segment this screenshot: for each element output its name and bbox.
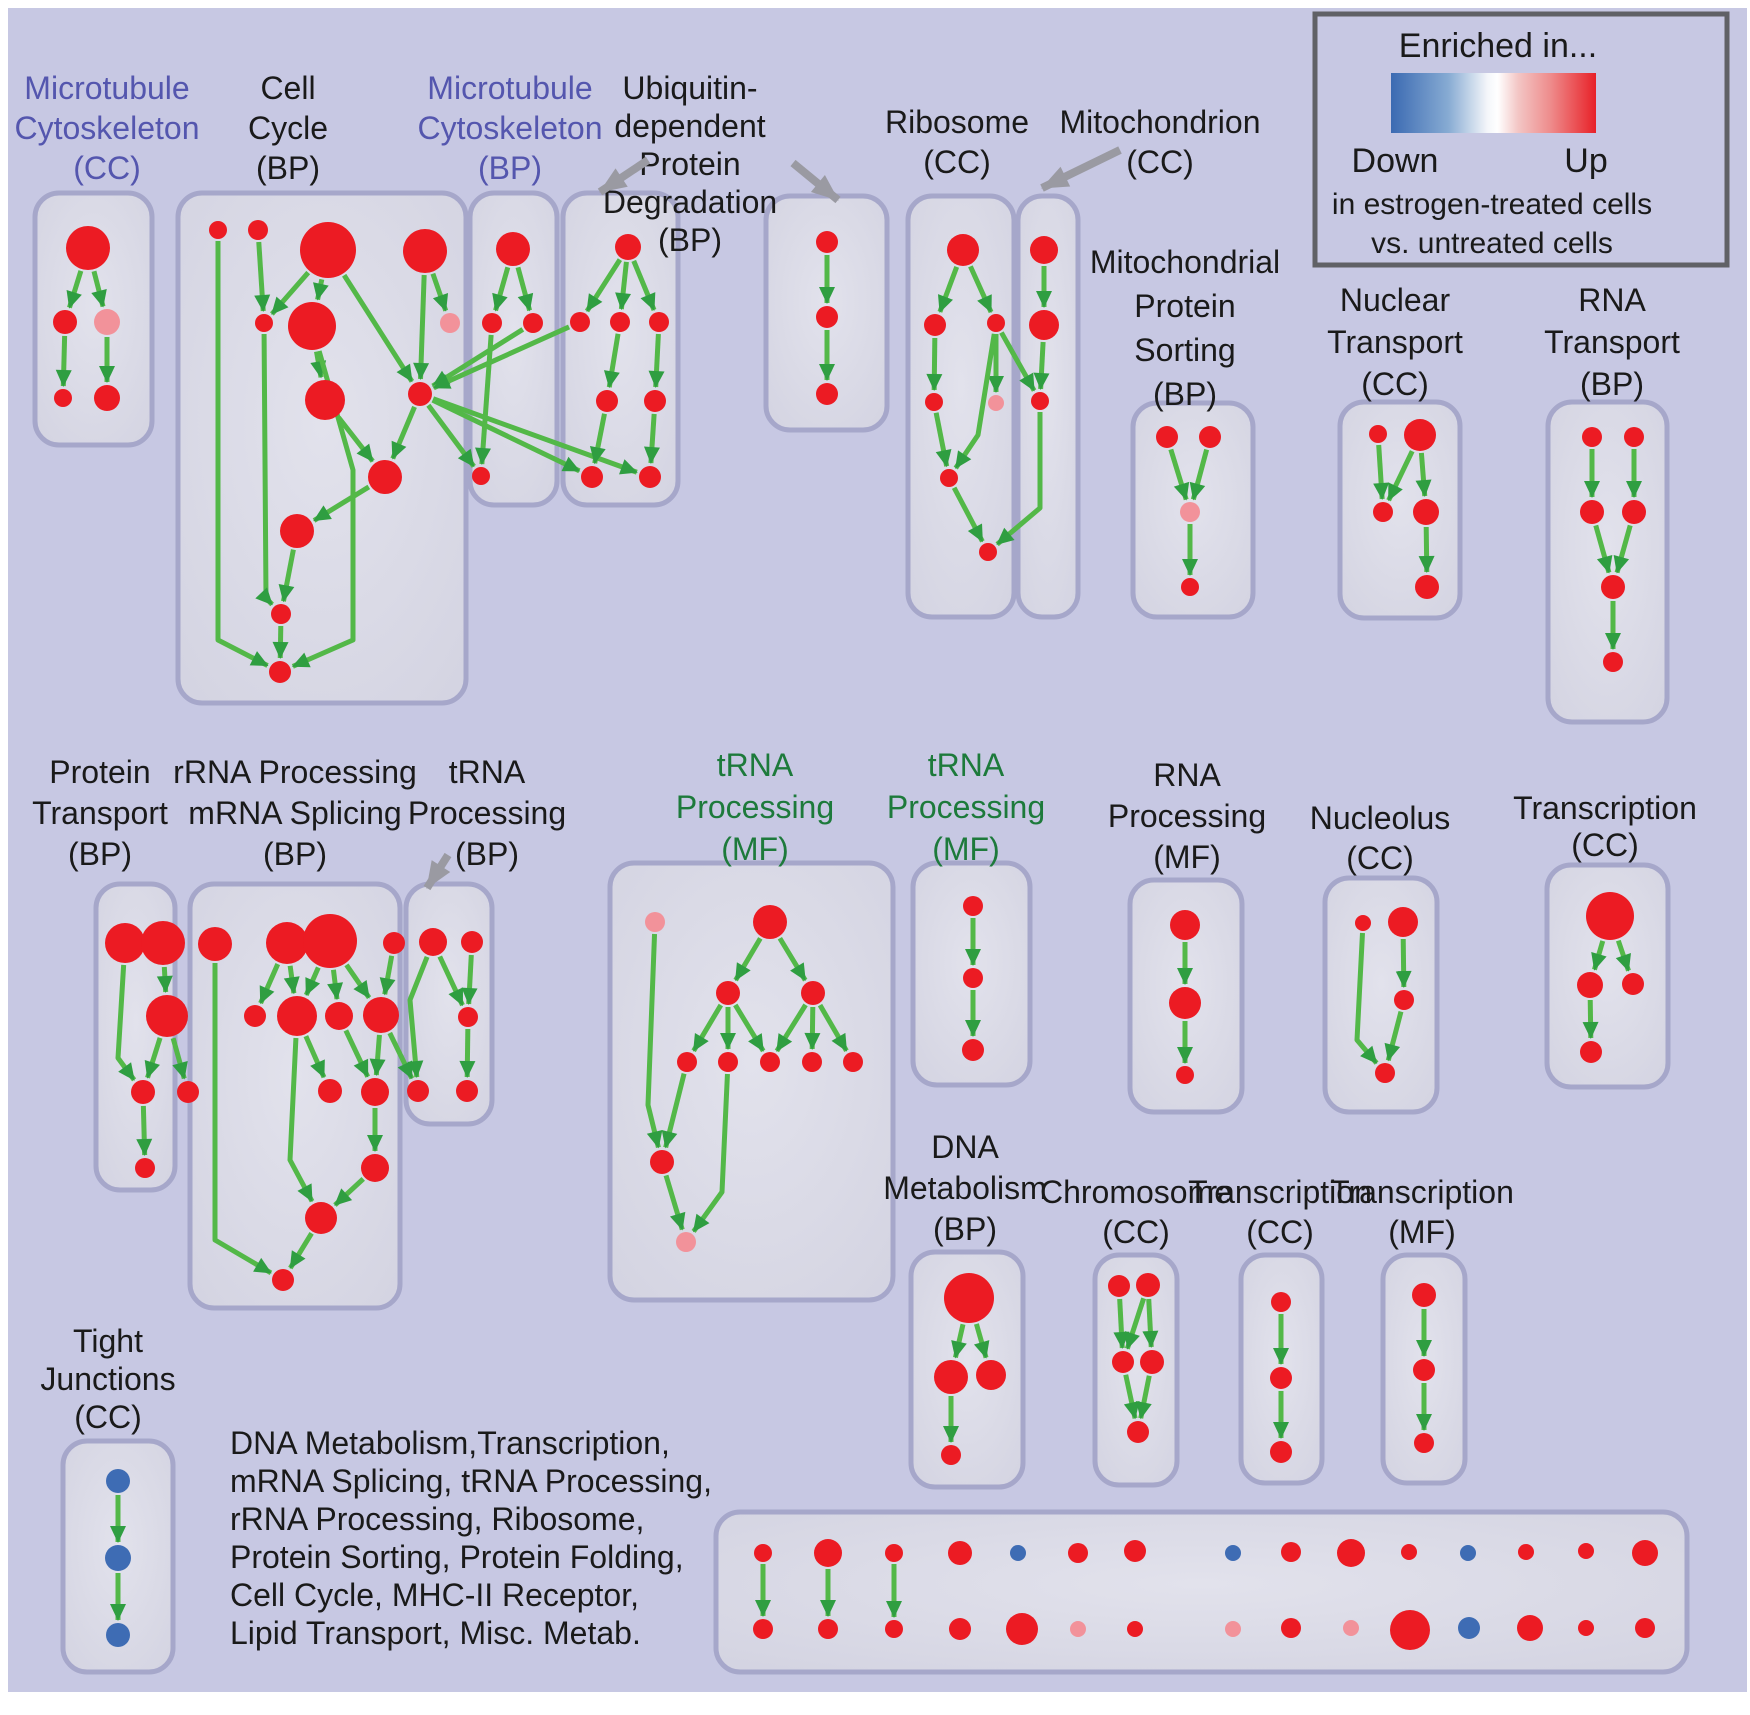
go-term-node-bb12 (1517, 1615, 1543, 1641)
go-term-node-a1 (66, 226, 110, 270)
edge-arrow (651, 414, 654, 463)
go-term-node-g9 (318, 1079, 342, 1103)
go-term-node-f8 (802, 1052, 822, 1072)
go-term-node-u2 (610, 312, 630, 332)
cluster-label-chromosome-cc: (CC) (1102, 1214, 1170, 1251)
go-term-node-bt13 (1578, 1543, 1594, 1559)
go-term-node-t1 (1030, 236, 1058, 264)
go-term-node-bb1 (818, 1619, 838, 1639)
go-term-node-k3 (1176, 1066, 1194, 1084)
go-term-node-a2 (53, 310, 77, 334)
go-term-node-g8 (363, 997, 399, 1033)
go-term-node-m0 (496, 232, 530, 266)
go-term-node-d1 (944, 1273, 994, 1323)
go-term-node-v3 (816, 383, 838, 405)
go-term-node-bt14 (1632, 1540, 1658, 1566)
cluster-label-ubiquitin-degradation-bp: Degradation (602, 184, 778, 221)
misc-clusters-text-line: Lipid Transport, Misc. Metab. (230, 1615, 641, 1652)
go-term-node-f3 (716, 981, 740, 1005)
edge-arrow (1120, 1299, 1123, 1348)
cluster-label-microtubule-cytoskeleton-cc: Cytoskeleton (14, 110, 200, 147)
go-term-node-f2 (753, 905, 787, 939)
go-term-node-q2 (1624, 427, 1644, 447)
cluster-label-cell-cycle-bp: (BP) (256, 150, 320, 187)
go-term-node-bb0 (753, 1619, 773, 1639)
cluster-label-trna-processing-mf-1: (MF) (721, 831, 789, 868)
go-term-node-f7 (760, 1052, 780, 1072)
cluster-label-cell-cycle-bp: Cycle (247, 110, 329, 147)
go-term-node-y1 (1271, 1292, 1291, 1312)
go-term-node-j3 (106, 1623, 130, 1647)
go-term-node-r2 (924, 314, 946, 336)
go-term-node-u1 (570, 312, 590, 332)
cluster-label-nucleolus-cc: (CC) (1346, 840, 1414, 877)
cluster-label-rna-processing-mf: Processing (1107, 798, 1267, 835)
misc-clusters-text-line: DNA Metabolism,Transcription, (230, 1425, 670, 1462)
go-term-node-bt2 (885, 1544, 903, 1562)
go-term-node-bb9 (1343, 1620, 1359, 1636)
edge-arrow (1149, 1299, 1151, 1347)
edge-arrow (63, 336, 64, 386)
cluster-label-mitochondrial-protein-sorting-bp: Protein (1134, 288, 1236, 325)
go-term-node-z2 (1413, 1359, 1435, 1381)
cluster-label-mitochondrion-cc: (CC) (1126, 144, 1194, 181)
edge-arrow (467, 1029, 468, 1077)
go-term-node-q5 (1601, 575, 1625, 599)
cluster-label-mitochondrial-protein-sorting-bp: Mitochondrial (1089, 244, 1281, 281)
go-term-node-n1 (1369, 425, 1387, 443)
go-term-node-c11 (280, 514, 314, 548)
go-term-node-tb5 (456, 1080, 478, 1102)
cluster-label-tight-junctions-cc: Tight (73, 1323, 143, 1360)
go-term-node-bt12 (1518, 1544, 1534, 1560)
go-term-node-g12 (305, 1202, 337, 1234)
cluster-label-microtubule-cytoskeleton-cc: (CC) (73, 150, 141, 187)
cluster-label-rna-transport-bp: Transport (1544, 324, 1680, 361)
go-term-node-c5 (255, 314, 273, 332)
go-term-node-p3 (146, 995, 188, 1037)
go-term-node-d4 (941, 1445, 961, 1465)
go-term-node-c2 (248, 220, 268, 240)
go-term-node-g2 (266, 922, 308, 964)
go-term-node-r5 (988, 395, 1004, 411)
go-term-node-bt0 (754, 1544, 772, 1562)
edge-arrow (469, 955, 472, 1004)
cluster-label-protein-transport-bp: (BP) (68, 836, 132, 873)
go-term-node-g13 (272, 1269, 294, 1291)
go-term-node-bt8 (1281, 1542, 1301, 1562)
go-term-node-g10 (361, 1078, 389, 1106)
edge-arrow (376, 1035, 379, 1075)
go-term-node-g11 (361, 1154, 389, 1182)
go-term-node-s3 (1180, 502, 1200, 522)
go-term-node-t3 (1031, 392, 1049, 410)
go-term-node-c13 (269, 661, 291, 683)
go-term-node-bb10 (1390, 1610, 1430, 1650)
go-term-node-q4 (1622, 500, 1646, 524)
go-term-node-bb5 (1070, 1621, 1086, 1637)
go-term-node-r4 (925, 393, 943, 411)
go-term-node-u5 (644, 390, 666, 412)
misc-clusters-text-line: Cell Cycle, MHC-II Receptor, (230, 1577, 639, 1614)
cluster-label-nuclear-transport-cc: Transport (1327, 324, 1463, 361)
go-term-node-f5 (677, 1052, 697, 1072)
cluster-label-dna-metabolism-bp: DNA (931, 1129, 999, 1166)
cluster-box-chromosome (1095, 1255, 1177, 1485)
misc-clusters-text-line: rRNA Processing, Ribosome, (230, 1501, 645, 1538)
go-term-node-tb3 (458, 1007, 478, 1027)
legend-up-label: Up (1564, 142, 1608, 180)
cluster-label-transcription-mf: Transcription (1330, 1174, 1514, 1211)
cluster-label-rrna-processing-mrna-splicing-bp: (BP) (263, 836, 327, 873)
legend-subtitle: vs. untreated cells (1371, 227, 1613, 260)
go-term-node-x4 (1140, 1350, 1164, 1374)
edge-arrow (143, 1106, 144, 1155)
go-term-node-q3 (1580, 500, 1604, 524)
go-term-node-v2 (816, 306, 838, 328)
go-term-node-bb2 (885, 1620, 903, 1638)
go-term-node-n2 (1404, 419, 1436, 451)
go-term-node-h2 (963, 968, 983, 988)
go-term-node-bb4 (1006, 1613, 1038, 1645)
cluster-label-ubiquitin-degradation-bp: dependent (614, 108, 766, 145)
go-term-node-x5 (1127, 1421, 1149, 1443)
edge-arrow (1426, 527, 1427, 572)
cluster-label-dna-metabolism-bp: Metabolism (883, 1170, 1047, 1207)
go-term-node-tb2 (461, 931, 483, 953)
cluster-label-microtubule-cytoskeleton-bp: Cytoskeleton (417, 110, 603, 147)
cluster-label-trna-processing-mf-1: Processing (675, 789, 835, 826)
cluster-label-cell-cycle-bp: Cell (260, 70, 316, 107)
go-term-node-f10 (650, 1150, 674, 1174)
cluster-label-rrna-processing-mrna-splicing-bp: rRNA Processing (173, 754, 417, 791)
cluster-label-rna-transport-bp: (BP) (1580, 366, 1644, 403)
go-term-node-y2 (1270, 1367, 1292, 1389)
go-term-node-z1 (1412, 1283, 1436, 1307)
go-term-node-n5 (1415, 575, 1439, 599)
go-term-node-bt6 (1124, 1540, 1146, 1562)
go-term-node-q1 (1582, 427, 1602, 447)
legend-title: Enriched in... (1398, 27, 1598, 65)
go-term-node-s2 (1199, 426, 1221, 448)
cluster-label-mitochondrial-protein-sorting-bp: Sorting (1134, 332, 1236, 369)
go-term-node-bb3 (949, 1618, 971, 1640)
cluster-label-ribosome-cc: (CC) (923, 144, 991, 181)
go-term-node-f9 (843, 1052, 863, 1072)
cluster-label-trna-processing-mf-2: Processing (886, 789, 1046, 826)
cluster-label-nuclear-transport-cc: Nuclear (1339, 282, 1451, 319)
cluster-label-trna-processing-mf-1: tRNA (716, 747, 794, 784)
go-term-node-c3 (300, 222, 356, 278)
go-term-node-k2 (1169, 987, 1201, 1019)
go-term-node-c8 (305, 380, 345, 420)
edge-arrow (280, 626, 281, 658)
cluster-label-tight-junctions-cc: Junctions (40, 1361, 176, 1398)
edge-arrow (333, 970, 337, 999)
go-term-node-n4 (1413, 499, 1439, 525)
go-term-node-g6 (277, 996, 317, 1036)
go-term-node-tb4 (407, 1080, 429, 1102)
go-term-node-bb6 (1127, 1621, 1143, 1637)
go-term-node-c7 (440, 313, 460, 333)
go-term-node-bt3 (948, 1541, 972, 1565)
go-term-node-w3 (1622, 973, 1644, 995)
cluster-label-ribosome-cc: Ribosome (884, 104, 1030, 141)
go-term-node-d2 (934, 1360, 968, 1394)
go-term-node-bt4 (1010, 1545, 1026, 1561)
go-term-node-bt11 (1460, 1545, 1476, 1561)
go-term-node-bb14 (1635, 1618, 1655, 1638)
cluster-label-microtubule-cytoskeleton-bp: Microtubule (427, 70, 593, 107)
go-term-node-r7 (979, 543, 997, 561)
go-term-node-f6 (718, 1052, 738, 1072)
go-term-node-t2 (1029, 310, 1059, 340)
cluster-label-ubiquitin-degradation-bp: (BP) (658, 222, 722, 259)
go-term-node-p6 (135, 1158, 155, 1178)
go-term-node-r3 (987, 314, 1005, 332)
go-term-node-bb8 (1281, 1618, 1301, 1638)
go-term-node-l3 (1394, 990, 1414, 1010)
go-term-node-h3 (962, 1039, 984, 1061)
cluster-label-nuclear-transport-cc: (CC) (1361, 366, 1429, 403)
go-term-node-m2 (523, 313, 543, 333)
go-term-node-p4 (131, 1080, 155, 1104)
go-term-node-a5 (94, 385, 120, 411)
cluster-label-trna-processing-mf-2: (MF) (932, 831, 1000, 868)
misc-clusters-text-line: mRNA Splicing, tRNA Processing, (230, 1463, 712, 1500)
go-term-node-p1 (105, 923, 145, 963)
go-term-node-z3 (1414, 1433, 1434, 1453)
cluster-label-rna-transport-bp: RNA (1578, 282, 1646, 319)
go-term-node-bt1 (814, 1539, 842, 1567)
go-term-node-g1 (198, 927, 232, 961)
cluster-label-protein-transport-bp: Protein (49, 754, 151, 791)
edge-arrow (812, 1007, 813, 1049)
go-term-node-u0 (615, 234, 641, 260)
go-term-node-r1 (947, 234, 979, 266)
go-term-node-c12 (271, 604, 291, 624)
go-term-node-x3 (1112, 1351, 1134, 1373)
cluster-label-trna-processing-bp: Processing (407, 795, 567, 832)
cluster-label-nucleolus-cc: Nucleolus (1309, 800, 1451, 837)
go-term-node-c4 (403, 229, 447, 273)
go-term-node-bt10 (1401, 1544, 1417, 1560)
go-term-node-h1 (963, 896, 983, 916)
cluster-label-transcription-cc-row2: Transcription (1513, 790, 1697, 827)
cluster-label-tight-junctions-cc: (CC) (74, 1399, 142, 1436)
go-term-node-w4 (1580, 1041, 1602, 1063)
go-term-node-g5 (244, 1005, 266, 1027)
misc-clusters-text-line: Protein Sorting, Protein Folding, (230, 1539, 684, 1576)
legend-subtitle: in estrogen-treated cells (1331, 188, 1653, 221)
cluster-label-microtubule-cytoskeleton-cc: Microtubule (24, 70, 190, 107)
cluster-label-trna-processing-bp: (BP) (455, 836, 519, 873)
edge-arrow (1421, 453, 1424, 496)
edge-arrow (1403, 939, 1404, 987)
go-term-node-j2 (105, 1545, 131, 1571)
cluster-label-dna-metabolism-bp: (BP) (933, 1211, 997, 1248)
cluster-box-nuclear-transport (1340, 402, 1460, 618)
edge-arrow (1041, 342, 1043, 389)
cluster-label-transcription-mf: (MF) (1388, 1214, 1456, 1251)
go-term-node-bb13 (1578, 1620, 1594, 1636)
go-term-node-s1 (1156, 426, 1178, 448)
cluster-label-ubiquitin-degradation-bp: Protein (639, 146, 741, 183)
cluster-label-microtubule-cytoskeleton-bp: (BP) (478, 150, 542, 187)
go-term-node-m1 (482, 313, 502, 333)
go-term-node-x1 (1108, 1275, 1130, 1297)
go-term-node-f4 (801, 981, 825, 1005)
cluster-label-trna-processing-bp: tRNA (448, 754, 526, 791)
go-term-node-x2 (1136, 1273, 1160, 1297)
go-term-node-j1 (106, 1469, 130, 1493)
go-term-node-c9 (408, 382, 432, 406)
go-term-node-f1 (645, 912, 665, 932)
go-term-node-w1 (1586, 892, 1634, 940)
go-term-node-u4 (596, 390, 618, 412)
legend-gradient-bar (1391, 73, 1596, 133)
go-term-node-a3 (94, 309, 120, 335)
go-term-node-s4 (1181, 578, 1199, 596)
go-term-node-bb7 (1225, 1621, 1241, 1637)
go-term-node-g3 (303, 914, 357, 968)
cluster-label-trna-processing-mf-2: tRNA (927, 747, 1005, 784)
go-term-node-a4 (54, 389, 72, 407)
cluster-label-rrna-processing-mrna-splicing-bp: mRNA Splicing (188, 795, 402, 832)
go-term-node-w2 (1577, 972, 1603, 998)
go-term-node-y3 (1270, 1441, 1292, 1463)
go-term-node-q6 (1603, 652, 1623, 672)
go-term-node-g4 (383, 932, 405, 954)
legend-down-label: Down (1351, 142, 1439, 180)
go-term-node-l1 (1355, 915, 1371, 931)
go-term-node-n3 (1373, 502, 1393, 522)
edge-arrow (1590, 1000, 1591, 1038)
go-term-node-c10 (368, 460, 402, 494)
cluster-label-rna-processing-mf: (MF) (1153, 839, 1221, 876)
go-term-node-p5 (177, 1081, 199, 1103)
edge-arrow (164, 967, 165, 992)
cluster-label-rna-processing-mf: RNA (1153, 757, 1221, 794)
cluster-label-chromosome-cc: Chromosome (1039, 1174, 1233, 1211)
go-term-node-p2 (141, 921, 185, 965)
go-term-node-g7 (325, 1002, 353, 1030)
go-term-node-l4 (1375, 1063, 1395, 1083)
cluster-label-transcription-cc-row3: (CC) (1246, 1214, 1314, 1251)
go-term-node-bb11 (1458, 1617, 1480, 1639)
edge-arrow (934, 338, 935, 390)
go-term-node-d3 (976, 1360, 1006, 1390)
edge-arrow (1379, 445, 1382, 499)
cluster-label-ubiquitin-degradation-bp: Ubiquitin- (622, 70, 758, 107)
go-term-node-f11 (676, 1232, 696, 1252)
cluster-label-protein-transport-bp: Transport (32, 795, 168, 832)
go-term-node-u7 (639, 466, 661, 488)
go-term-node-u3 (649, 312, 669, 332)
go-term-node-c6 (288, 302, 336, 350)
go-term-node-u6 (581, 466, 603, 488)
cluster-label-transcription-cc-row3: Transcription (1188, 1174, 1372, 1211)
go-term-node-k1 (1170, 910, 1200, 940)
go-term-node-r6 (940, 469, 958, 487)
go-term-node-mb (472, 467, 490, 485)
go-term-node-tb1 (419, 928, 447, 956)
edge-arrow (656, 334, 659, 387)
go-term-node-v1 (816, 231, 838, 253)
go-term-node-bt9 (1337, 1539, 1365, 1567)
cluster-label-mitochondrion-cc: Mitochondrion (1059, 104, 1261, 141)
go-term-node-l2 (1388, 907, 1418, 937)
go-term-node-bt7 (1225, 1545, 1241, 1561)
go-term-node-c1 (209, 221, 227, 239)
cluster-label-transcription-cc-row2: (CC) (1571, 827, 1639, 864)
cluster-box-misc-bottom (716, 1512, 1687, 1672)
go-term-node-bt5 (1068, 1543, 1088, 1563)
cluster-label-mitochondrial-protein-sorting-bp: (BP) (1153, 376, 1217, 413)
